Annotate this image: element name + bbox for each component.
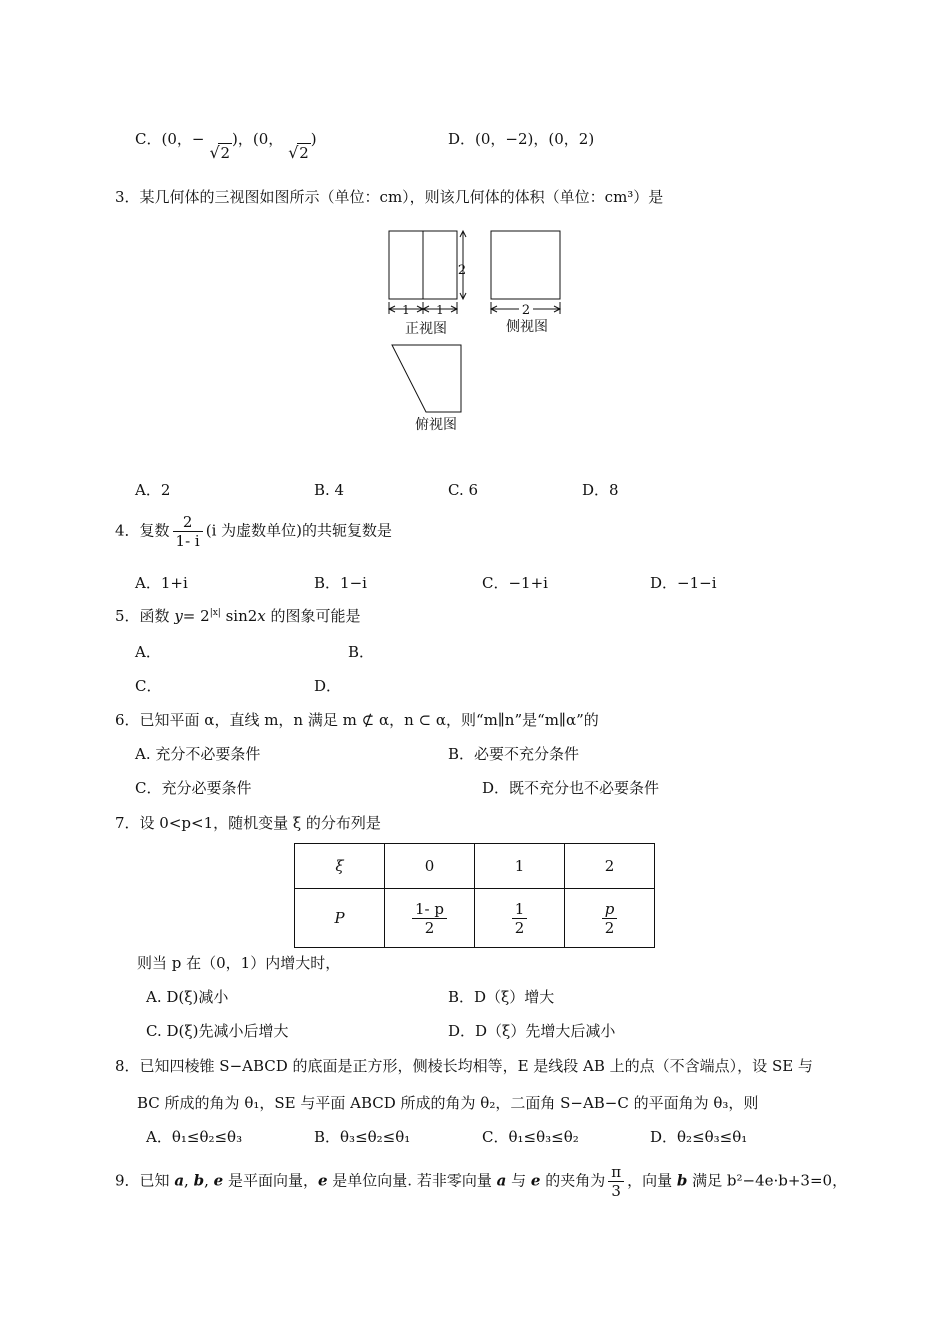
q9-mid2: 是单位向量. 若非零向量 [327, 1171, 497, 1190]
q8-line2: BC 所成的角为 θ₁，SE 与平面 ABCD 所成的角为 θ₂，二面角 S−AB−C 的平面角为 θ₃，则 [137, 1094, 759, 1112]
dim-1b: 1 [436, 303, 444, 317]
frac-num: π [608, 1163, 624, 1182]
q8-option-a: A．θ₁≤θ₂≤θ₃ [146, 1128, 243, 1146]
q3-stem: 3．某几何体的三视图如图所示（单位：cm），则该几何体的体积（单位：cm³）是 [115, 188, 664, 206]
q9-tail: 满足 b²−4e·b+3=0， [692, 1171, 848, 1190]
q5-option-c: C． [135, 677, 162, 695]
q4-prefix: 4．复数 [115, 521, 170, 540]
q2-option-c [135, 130, 317, 162]
q4-option-b: B．1−i [314, 574, 367, 592]
q5-suffix: 的图象可能是 [265, 607, 361, 625]
dim-2-width: 2 [521, 303, 531, 318]
frac-num: p [602, 900, 618, 919]
table-row [295, 889, 655, 948]
q5-option-a: A． [135, 643, 161, 661]
vector-b: b [676, 1171, 688, 1190]
frac-num: 1 [512, 900, 528, 919]
table-cell [565, 889, 655, 948]
q4-fraction [173, 513, 203, 550]
frac-num: 1- p [412, 900, 447, 919]
distribution-table [294, 843, 655, 948]
vector-a: a [496, 1171, 507, 1190]
q3-option-c: C. 6 [448, 481, 479, 499]
table-row [295, 844, 655, 889]
q6-option-b: B．必要不充分条件 [448, 745, 580, 763]
q2-option-d: D．(0，−2)，(0，2) [448, 130, 595, 148]
q5-stem [115, 607, 361, 625]
q9-mid3: 与 [506, 1171, 531, 1190]
frac-den: 2 [424, 918, 435, 937]
q7-option-c: C. D(ξ)先减小后增大 [146, 1022, 289, 1040]
q2-c-mid: )，(0， [232, 130, 284, 148]
q9-mid4: 的夹角为 [540, 1171, 606, 1190]
q7-stem: 7．设 0<p<1，随机变量 ξ 的分布列是 [115, 814, 381, 832]
q2-c-text: C．(0，− [135, 130, 205, 148]
q5-option-d: D． [314, 677, 342, 695]
q6-option-a: A. 充分不必要条件 [135, 745, 261, 763]
q4-stem [115, 513, 392, 550]
frac-den: 2 [514, 918, 525, 937]
q6-option-c: C．充分必要条件 [135, 779, 252, 797]
q9-prefix: 9．已知 [115, 1171, 175, 1190]
fraction [512, 900, 528, 937]
sqrt-symbol: √ 2 [297, 143, 311, 162]
frac-den: 2 [604, 918, 615, 937]
table-cell-p: P [295, 889, 385, 948]
q8-line1: 8．已知四棱锥 S−ABCD 的底面是正方形，侧棱长均相等，E 是线段 AB 上的点（不含端点），设 SE 与 [115, 1057, 813, 1075]
q5-y: y [174, 607, 183, 625]
table-cell-xi: ξ [295, 844, 385, 889]
three-view-diagram [375, 222, 575, 442]
q4-num: 2 [173, 513, 203, 532]
q7-option-a: A. D(ξ)减小 [146, 988, 229, 1006]
q4-suffix: (i 为虚数单位)的共轭复数是 [205, 521, 393, 540]
q5-prefix: 5．函数 [115, 607, 175, 625]
fraction [602, 900, 618, 937]
side-view [491, 231, 560, 314]
top-view [392, 345, 461, 412]
q3-option-b: B. 4 [314, 481, 345, 499]
q7-option-d: D．D（ξ）先增大后减小 [448, 1022, 616, 1040]
q9-mid1: 是平面向量， [223, 1171, 318, 1190]
side-view-label: 侧视图 [506, 319, 548, 335]
table-cell: 2 [565, 844, 655, 889]
q8-option-b: B．θ₃≤θ₂≤θ₁ [314, 1128, 411, 1146]
table-cell: 1 [475, 844, 565, 889]
q5-x: x [257, 607, 266, 625]
table-cell: 0 [385, 844, 475, 889]
vector-e: e [530, 1171, 541, 1190]
q3-option-a: A．2 [135, 481, 171, 499]
dim-2-height: 2 [457, 263, 467, 278]
top-view-label: 俯视图 [415, 417, 457, 433]
q4-option-d: D．−1−i [650, 574, 717, 592]
q8-option-c: C．θ₁≤θ₃≤θ₂ [482, 1128, 579, 1146]
q9-stem: 9．已知 a, b, e 是平面向量，e 是单位向量. 若非零向量 a 与 e 的夹角为 $\frac{\pi}{3}$ ，向量 b 满足 b²−4e·b+3=0， [115, 1163, 848, 1200]
q6-stem: 6．已知平面 α，直线 m，n 满足 m ⊄ α，n ⊂ α，则“m∥n”是“m∥α”的 [115, 711, 599, 729]
q2-c-end: ) [310, 130, 317, 148]
vector-b: b [193, 1171, 205, 1190]
vector-e: e [213, 1171, 224, 1190]
pi-over-3-fraction [608, 1163, 624, 1200]
q4-option-c: C．−1+i [482, 574, 548, 592]
q5-eq: = 2 [182, 607, 210, 625]
q5-sin: sin2 [220, 607, 258, 625]
q9-mid5: ，向量 [627, 1171, 677, 1190]
sqrt-symbol: √ 2 [218, 143, 232, 162]
q8-option-d: D．θ₂≤θ₃≤θ₁ [650, 1128, 748, 1146]
q5-option-b: B． [348, 643, 375, 661]
dim-1a: 1 [402, 303, 410, 317]
vector-e: e [317, 1171, 328, 1190]
q7-then: 则当 p 在（0，1）内增大时， [137, 954, 341, 972]
vector-a: a [174, 1171, 185, 1190]
q4-option-a: A．1+i [135, 574, 188, 592]
table-cell [385, 889, 475, 948]
q3-option-d: D．8 [582, 481, 619, 499]
front-view [389, 231, 466, 314]
q4-den: 1- i [175, 532, 200, 550]
q5-exponent: |x| [209, 608, 221, 618]
table-cell [475, 889, 565, 948]
q7-option-b: B．D（ξ）增大 [448, 988, 555, 1006]
frac-den: 3 [611, 1182, 621, 1200]
front-view-label: 正视图 [405, 321, 447, 337]
fraction [412, 900, 447, 937]
q6-option-d: D．既不充分也不必要条件 [482, 779, 660, 797]
